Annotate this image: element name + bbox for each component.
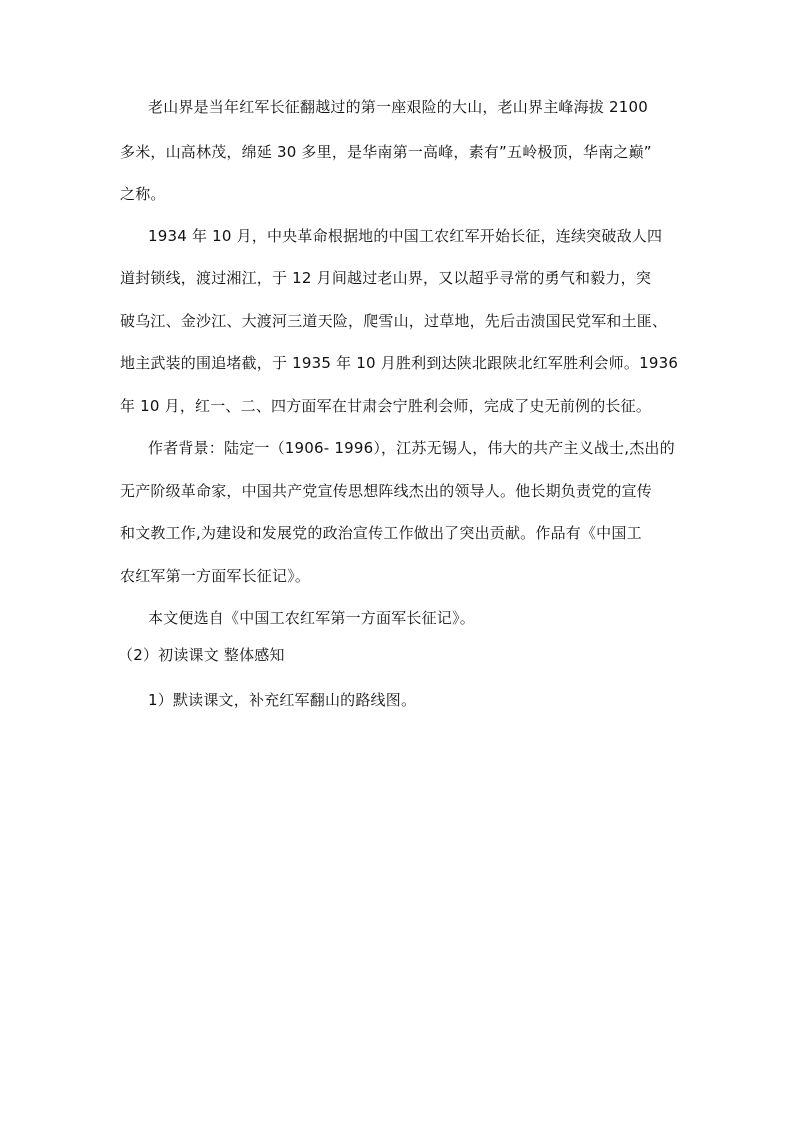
section-heading: （2）初读课文 整体感知 (118, 646, 285, 664)
paragraph-2-line-2: 道封锁线，渡过湘江，于 12 月间越过老山界，又以超乎寻常的勇气和毅力，突 (120, 269, 652, 287)
task-instruction: 1）默读课文，补充红军翻山的路线图。 (148, 691, 417, 709)
author-background-line-4: 农红军第一方面军长征记》。 (120, 567, 311, 585)
paragraph-2-line-3: 破乌江、金沙江、大渡河三道天险，爬雪山，过草地，先后击溃国民党军和土匪、 (120, 312, 668, 330)
paragraph-2-line-1: 1934 年 10 月，中央革命根据地的中国工农红军开始长征，连续突破敌人四 (148, 227, 663, 245)
author-background-line-1: 作者背景：陆定一（1906- 1996），江苏无锡人，伟大的共产主义战士,杰出的 (148, 439, 675, 457)
author-background-line-3: 和文教工作,为建设和发展党的政治宣传工作做出了突出贡献。作品有《中国工 (120, 524, 642, 542)
paragraph-2-line-4: 地主武装的围追堵截，于 1935 年 10 月胜利到达陕北跟陕北红军胜利会师。1936 (120, 354, 679, 372)
source-note: 本文便选自《中国工农红军第一方面军长征记》。 (148, 609, 475, 627)
author-background-line-2: 无产阶级革命家，中国共产党宣传思想阵线杰出的领导人。他长期负责党的宣传 (120, 482, 653, 500)
paragraph-1-line-3: 之称。 (120, 185, 166, 203)
paragraph-1-line-2: 多米，山高林茂，绵延 30 多里，是华南第一高峰，素有”五岭极顶，华南之巅” (120, 143, 652, 161)
paragraph-1-line-1: 老山界是当年红军长征翻越过的第一座艰险的大山，老山界主峰海拔 2100 (148, 98, 648, 116)
paragraph-2-line-5: 年 10 月，红一、二、四方面军在甘肃会宁胜利会师，完成了史无前例的长征。 (120, 397, 652, 415)
